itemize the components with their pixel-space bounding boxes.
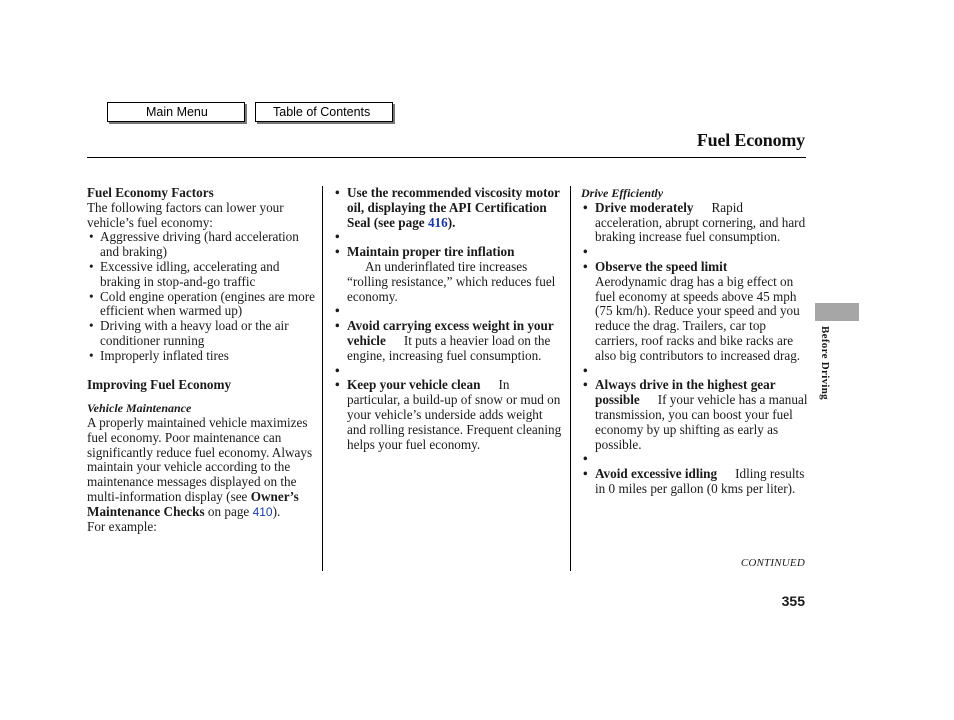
tip-title: Avoid excessive idling [595, 466, 718, 482]
section-label: Before Driving [819, 326, 831, 400]
tips-list-2 [335, 186, 563, 452]
improving-heading: Improving Fuel Economy [87, 377, 232, 393]
list-item: • Improperly inflated tires [87, 349, 315, 364]
list-item [335, 378, 563, 452]
column-1 [87, 186, 315, 534]
tip-title: Always drive in the highest gear possible [595, 377, 776, 408]
main-menu-label: Main Menu [146, 105, 208, 119]
continued-label: CONTINUED [740, 557, 805, 569]
table-of-contents-button[interactable] [255, 102, 393, 122]
tip-text: It puts a heavier load on the engine, increasing fuel consumption. [347, 332, 551, 363]
list-item [583, 201, 809, 245]
for-example: For example: [87, 518, 157, 534]
tips-list-3 [583, 201, 809, 497]
list-item: • Excessive idling, accelerating and braking in stop-and-go traffic [87, 260, 315, 290]
list-item: • Aggressive driving (hard acceleration and braking) [87, 230, 315, 260]
column-2 [335, 186, 563, 452]
drive-efficiently-subheading: Drive Efficiently [581, 186, 664, 200]
maintenance-text: A properly maintained vehicle maximizes fuel economy. Poor maintenance can significantly reduce fuel economy. Always maintain your vehicle according to the maintenance messages displayed on the multi-information display (see [87, 414, 313, 504]
list-item [335, 319, 563, 363]
factors-list [87, 230, 315, 363]
main-menu-button[interactable] [107, 102, 245, 122]
title-divider [87, 157, 806, 158]
tip-title-tail: ). [447, 214, 456, 230]
list-item [335, 186, 563, 230]
list-item [583, 467, 809, 497]
table-of-contents-label: Table of Contents [273, 105, 371, 119]
section-tab[interactable] [815, 303, 859, 321]
tip-title: Use the recommended viscosity motor oil, displaying the API Certification Seal (see page [347, 185, 560, 230]
list-item [583, 378, 809, 452]
on-page-text: on page [207, 503, 250, 519]
factors-heading: Fuel Economy Factors [87, 185, 214, 200]
factors-intro: The following factors can lower your vehicle’s fuel economy: [87, 199, 284, 230]
tip-text: In particular, a build-up of snow or mud on your vehicle’s underside adds weight and rolling resistance. Frequent cleaning helps your fuel economy. [347, 377, 562, 452]
list-item: • Cold engine operation (engines are more efficient when warmed up) [87, 290, 315, 320]
column-divider-1 [322, 186, 323, 571]
tip-text: Aerodynamic drag has a big effect on fuel economy at speeds above 45 mph (75 km/h). Reduce your speed and you reduce the drag. Trailers, car top carriers, roof racks and bike racks are also big contributors to increased drag. [595, 273, 801, 363]
tip-text: If your vehicle has a manual transmission, you can boost your fuel economy by up shifting as early as possible. [595, 392, 808, 452]
tip-title: Drive moderately [595, 199, 694, 215]
tip-text: Idling results in 0 miles per gallon (0 kms per liter). [595, 466, 805, 496]
tip-title: Avoid carrying excess weight in your vehicle [347, 318, 554, 348]
maintenance-tail: ). [272, 503, 281, 519]
page-title: Fuel Economy [696, 130, 805, 150]
maintenance-subheading: Vehicle Maintenance [87, 401, 192, 416]
list-item [583, 260, 809, 364]
maintenance-ref: Owner’s Maintenance Checks [87, 488, 299, 519]
tip-text: Rapid acceleration, abrupt cornering, and hard braking increase fuel consumption. [595, 199, 806, 245]
column-3 [581, 186, 809, 497]
list-item: • Driving with a heavy load or the air conditioner running [87, 319, 315, 349]
tip-title: Maintain proper tire inflation [347, 244, 515, 260]
tip-text: An underinflated tire increases “rolling resistance,” which reduces fuel economy. [347, 258, 556, 304]
maintenance-paragraph [87, 416, 315, 520]
list-item [335, 245, 563, 304]
column-divider-2 [570, 186, 571, 571]
page-link-416[interactable]: 416 [427, 214, 448, 230]
tip-title: Observe the speed limit [595, 258, 728, 274]
page-number: 355 [781, 593, 805, 609]
tip-title: Keep your vehicle clean [347, 377, 481, 393]
page-link-410[interactable]: 410 [252, 504, 273, 519]
